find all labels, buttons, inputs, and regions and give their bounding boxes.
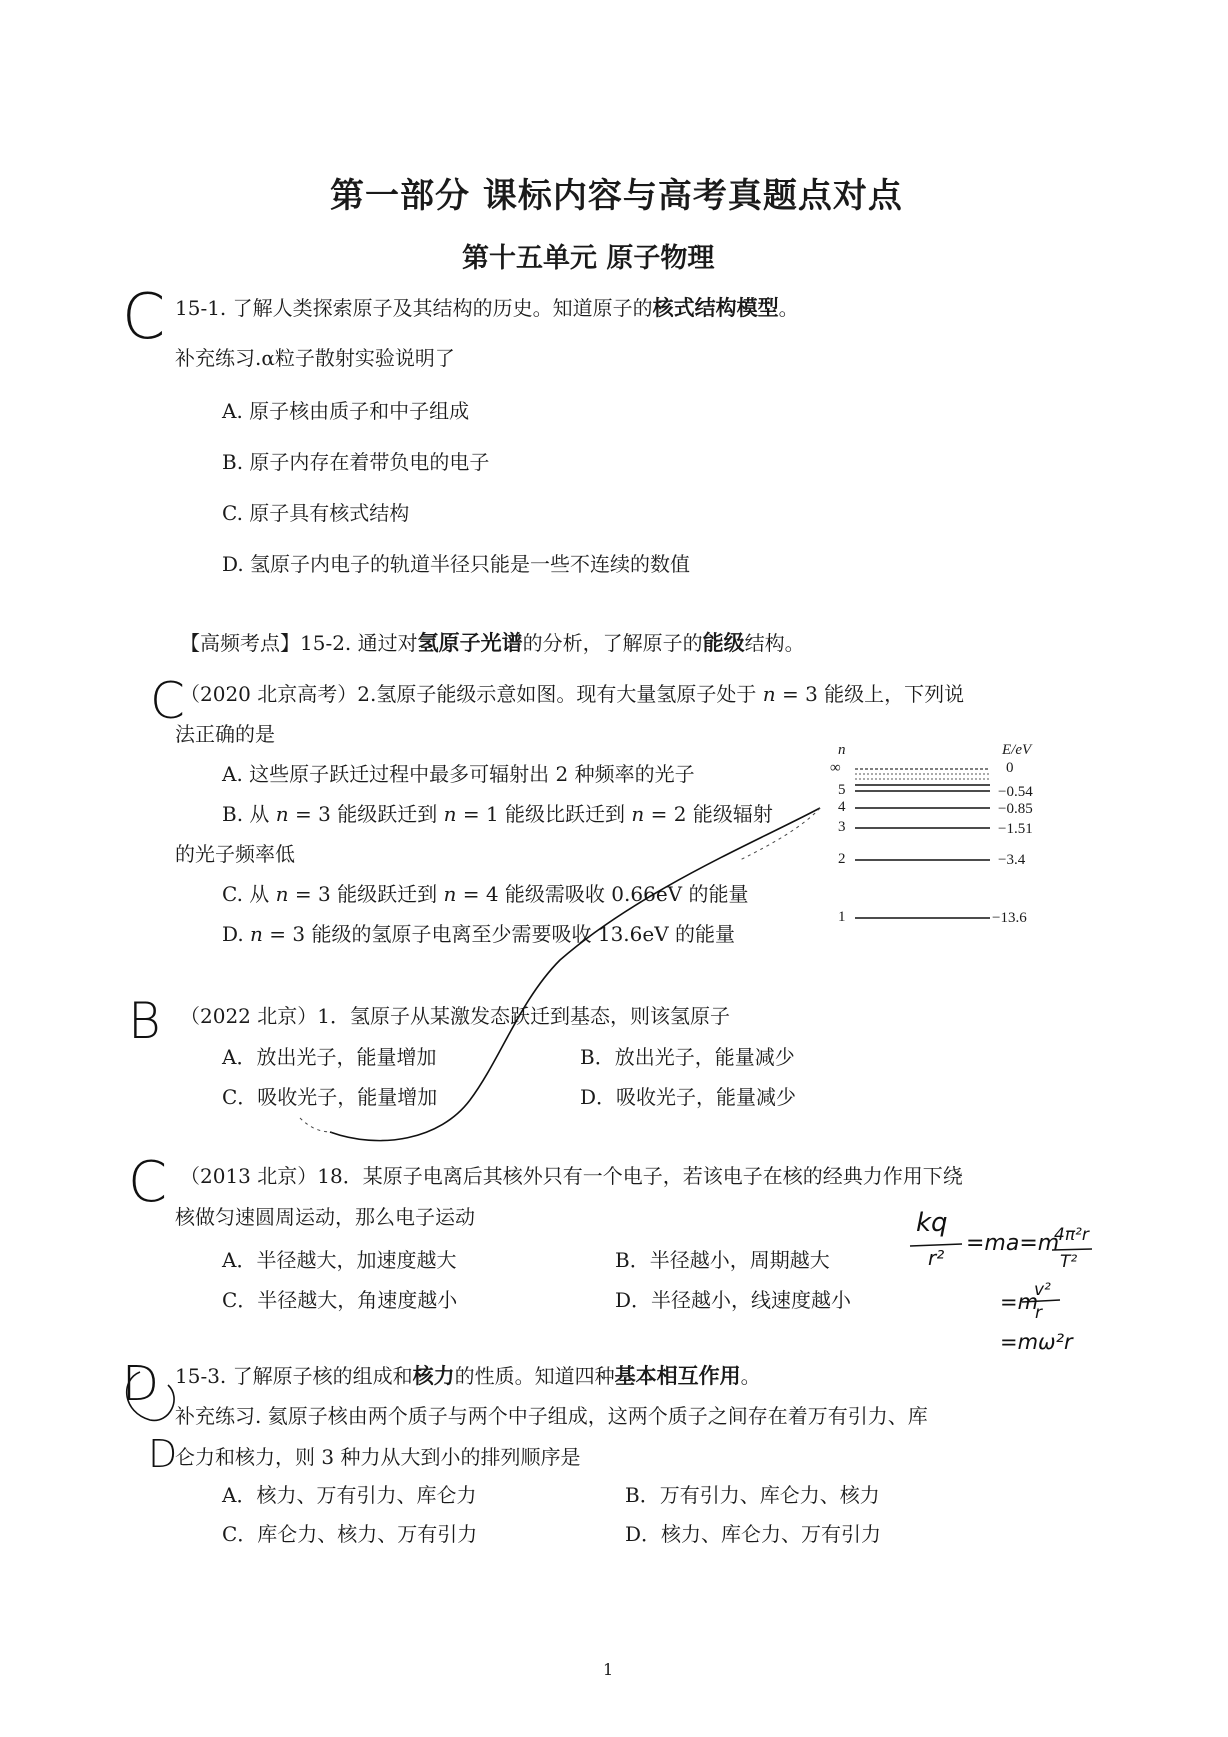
- handwritten-answer-2020: C: [150, 672, 185, 730]
- level-n-2: 2: [838, 851, 846, 867]
- q2020-option-d: D. n = 3 能级的氢原子电离至少需要吸收 13.6eV 的能量: [222, 922, 736, 946]
- handwritten-answer-2013: C: [128, 1150, 168, 1215]
- s3-option-c: C．库仑力、核力、万有引力: [222, 1522, 478, 1546]
- q2020-stem-line2: 法正确的是: [175, 722, 275, 746]
- level-e-5: −0.54: [998, 784, 1033, 800]
- formula-kq: kq: [916, 1208, 948, 1238]
- formula-m-v: =m: [1000, 1290, 1039, 1314]
- q2020-option-b-line1: B. 从 n = 3 能级跃迁到 n = 1 能级比跃迁到 n = 2 能级辐射: [222, 802, 773, 826]
- q2013-option-b: B．半径越小，周期越大: [615, 1248, 830, 1272]
- section-15-3-heading: 15-3. 了解原子核的组成和核力的性质。知道四种基本相互作用。: [175, 1364, 761, 1388]
- level-e-3: −1.51: [998, 821, 1033, 837]
- handwritten-answer-15-3-practice: D: [148, 1432, 178, 1476]
- formula-ma: =ma=m: [966, 1231, 1060, 1256]
- handwritten-answer-2022: B: [128, 992, 161, 1050]
- option-c: C. 原子具有核式结构: [222, 501, 410, 525]
- level-n-inf: ∞: [830, 760, 841, 776]
- pen-loop: [127, 1372, 174, 1420]
- formula-r2: r²: [928, 1246, 945, 1270]
- q2013-option-c: C．半径越大，角速度越小: [222, 1288, 458, 1312]
- level-n-4: 4: [838, 799, 846, 815]
- level-e-4: −0.85: [998, 801, 1033, 817]
- page-title: 第一部分 课标内容与高考真题点对点: [330, 176, 903, 216]
- pen-stroke-dotted: [740, 808, 820, 860]
- practice-15-1-stem: 补充练习.α粒子散射实验说明了: [175, 346, 455, 370]
- unit-title: 第十五单元 原子物理: [462, 243, 715, 274]
- level-n-5: 5: [838, 782, 846, 798]
- q2020-option-c: C. 从 n = 3 能级跃迁到 n = 4 能级需吸收 0.66eV 的能量: [222, 882, 749, 906]
- q2020-option-a: A. 这些原子跃迁过程中最多可辐射出 2 种频率的光子: [222, 762, 695, 786]
- option-d: D. 氢原子内电子的轨道半径只能是一些不连续的数值: [222, 552, 691, 576]
- level-n-1: 1: [838, 909, 846, 925]
- q2022-option-d: D．吸收光子，能量减少: [580, 1085, 797, 1109]
- diagram-e-header: E/eV: [1002, 742, 1032, 758]
- q2022-option-a: A．放出光子，能量增加: [222, 1045, 437, 1069]
- level-e-1: −13.6: [992, 910, 1027, 926]
- q2013-stem-line2: 核做匀速圆周运动，那么电子运动: [175, 1205, 475, 1229]
- q2020-stem-line1: （2020 北京高考）2.氢原子能级示意如图。现有大量氢原子处于 n = 3 能级上，下列说: [180, 682, 965, 706]
- q2013-stem-line1: （2013 北京）18．某原子电离后其核外只有一个电子，若该电子在核的经典力作用下绕: [180, 1164, 963, 1188]
- option-a: A. 原子核由质子和中子组成: [222, 399, 470, 423]
- diagram-n-header: n: [838, 742, 846, 758]
- handwritten-answer-15-3: D: [122, 1356, 159, 1412]
- pen-stroke-curve: [330, 808, 820, 1141]
- level-n-3: 3: [838, 819, 846, 835]
- s3-option-b: B．万有引力、库仑力、核力: [625, 1483, 880, 1507]
- formula-r: r: [1035, 1303, 1042, 1323]
- q2013-option-a: A．半径越大，加速度越大: [222, 1248, 457, 1272]
- practice-15-3-line2: 仑力和核力，则 3 种力从大到小的排列顺序是: [175, 1445, 581, 1469]
- section-15-2-heading: 【高频考点】15-2. 通过对氢原子光谱的分析，了解原子的能级结构。: [180, 631, 805, 655]
- formula-v2: v²: [1034, 1280, 1051, 1300]
- q2020-option-b-line2: 的光子频率低: [175, 842, 295, 866]
- page-number: 1: [603, 1660, 614, 1679]
- pen-stroke-tail: [300, 1118, 332, 1132]
- option-b: B. 原子内存在着带负电的电子: [222, 450, 490, 474]
- formula-m-omega: =mω²r: [1000, 1330, 1073, 1354]
- s3-option-d: D．核力、库仑力、万有引力: [625, 1522, 882, 1546]
- formula-t2: T²: [1060, 1252, 1078, 1272]
- q2022-option-c: C．吸收光子，能量增加: [222, 1085, 438, 1109]
- s3-option-a: A．核力、万有引力、库仑力: [222, 1483, 477, 1507]
- formula-4pi2r: 4π²r: [1054, 1225, 1089, 1245]
- section-15-1-heading: 15-1. 了解人类探索原子及其结构的历史。知道原子的核式结构模型。: [175, 296, 799, 320]
- q2013-option-d: D．半径越小，线速度越小: [615, 1288, 852, 1312]
- level-e-2: −3.4: [998, 852, 1026, 868]
- practice-15-3-line1: 补充练习. 氦原子核由两个质子与两个中子组成，这两个质子之间存在着万有引力、库: [175, 1404, 928, 1428]
- q2022-stem: （2022 北京）1．氢原子从某激发态跃迁到基态，则该氢原子: [180, 1004, 730, 1028]
- handwritten-answer-15-1: C: [122, 280, 166, 353]
- level-e-inf: 0: [1006, 760, 1014, 776]
- q2022-option-b: B．放出光子，能量减少: [580, 1045, 795, 1069]
